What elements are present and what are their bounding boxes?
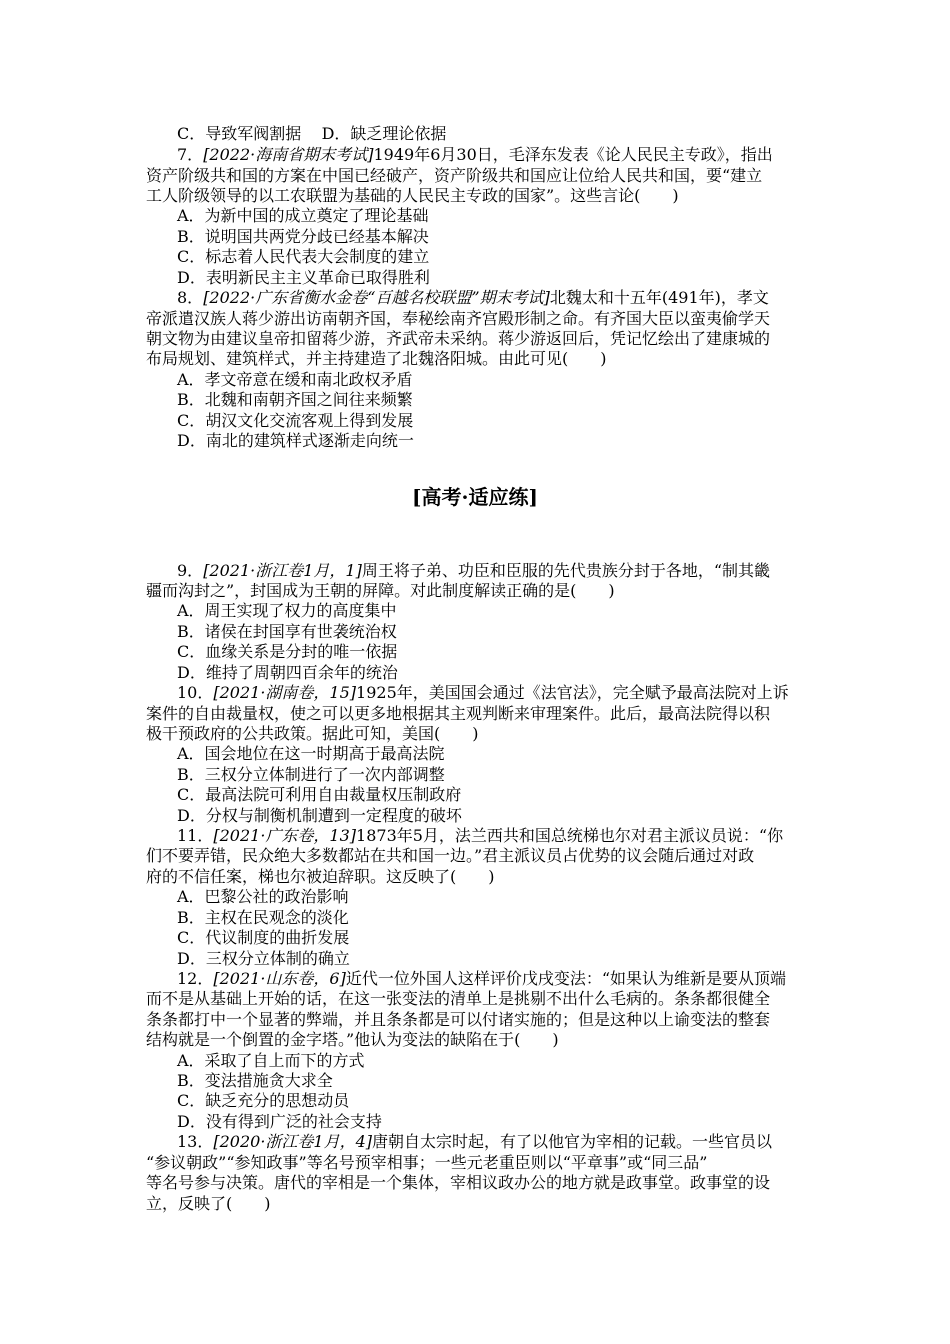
q11-option-a: A．巴黎公社的政治影响 — [177, 887, 349, 906]
q13-source: [2020·浙江卷1月，4] — [213, 1132, 373, 1151]
q7-option-a: A．为新中国的成立奠定了理论基础 — [177, 206, 429, 225]
q7-option-b: B．说明国共两党分歧已经基本解决 — [177, 227, 429, 246]
q10-option-b: B．三权分立体制进行了一次内部调整 — [177, 765, 445, 784]
q9-option-c: C．血缘关系是分封的唯一依据 — [177, 642, 398, 661]
q7-option-d: D．表明新民主主义革命已取得胜利 — [177, 268, 430, 287]
q12-option-d: D．没有得到广泛的社会支持 — [177, 1112, 382, 1131]
q11-number: 11． — [177, 826, 214, 845]
q10-stem-line — [177, 683, 789, 703]
q9-stem-line — [177, 561, 770, 581]
q11-option-d: D．三权分立体制的确立 — [177, 949, 350, 968]
q8-stem-line — [177, 288, 769, 308]
q8-option-c: C．胡汉文化交流客观上得到发展 — [177, 411, 414, 430]
q7-stem-text: 1949年6月30日，毛泽东发表《论人民民主专政》，指出 — [373, 145, 773, 164]
q9-option-b: B．诸侯在封国享有世袭统治权 — [177, 622, 397, 641]
q7-source: [2022·海南省期末考试] — [203, 145, 374, 164]
q9-option-a: A．周王实现了权力的高度集中 — [177, 601, 397, 620]
q6-options-cd — [177, 124, 446, 144]
q8-stem-line: 帝派遣汉族人蒋少游出访南朝齐国，奉秘绘南齐宫殿形制之命。有齐国大臣以蛮夷偷学天 — [146, 309, 771, 328]
q10-source: [2021·湖南卷，15] — [213, 683, 357, 702]
q11-option-b: B．主权在民观念的淡化 — [177, 908, 349, 927]
q8-source: [2022·广东省衡水金卷“百越名校联盟”期末考试] — [203, 288, 550, 307]
q13-stem-line: 立，反映了( ) — [146, 1194, 271, 1213]
q10-stem-text: 1925年，美国国会通过《法官法》，完全赋予最高法院对上诉 — [356, 683, 789, 702]
section-heading: [高考·适应练] — [412, 485, 538, 509]
q10-option-a: A．国会地位在这一时期高于最高法院 — [177, 744, 445, 763]
q10-stem-line: 极干预政府的公共政策。据此可知，美国( ) — [146, 724, 479, 743]
q12-option-b: B．变法措施贪大求全 — [177, 1071, 333, 1090]
q7-number: 7． — [177, 145, 204, 164]
q9-stem-text: 周王将子弟、功臣和臣服的先代贵族分封于各地，“制其畿 — [361, 561, 771, 580]
q11-source: [2021·广东卷，13] — [213, 826, 357, 845]
q13-stem-line: 等名号参与决策。唐代的宰相是一个集体，宰相议政办公的地方就是政事堂。政事堂的设 — [146, 1173, 771, 1192]
option-c: C．导致军阀割据 — [177, 124, 302, 143]
q12-stem-line: 结构就是一个倒置的金字塔。”他认为变法的缺陷在于( ) — [146, 1030, 559, 1049]
q13-stem-text: 唐朝自太宗时起，有了以他官为宰相的记载。一些官员以 — [372, 1132, 773, 1151]
q7-stem-line: 资产阶级共和国的方案在中国已经破产，资产阶级共和国应让位给人民共和国，要“建立 — [146, 166, 763, 185]
q9-number: 9． — [177, 561, 204, 580]
q12-stem-text: 近代一位外国人这样评价戊戌变法：“如果认为维新是要从顶端 — [345, 969, 787, 988]
q10-option-c: C．最高法院可利用自由裁量权压制政府 — [177, 785, 462, 804]
q11-option-c: C．代议制度的曲折发展 — [177, 928, 350, 947]
q8-stem-line: 布局规划、建筑样式，并主持建造了北魏洛阳城。由此可见( ) — [146, 349, 607, 368]
q12-number: 12． — [177, 969, 214, 988]
q11-stem-line: 们不要弄错，民众绝大多数都站在共和国一边。”君主派议员占优势的议会随后通过对政 — [146, 846, 755, 865]
q12-stem-line: 条条都打中一个显著的弊端，并且条条都是可以付诸实施的；但是这种以上谕变法的整套 — [146, 1010, 771, 1029]
q7-stem-line — [177, 145, 773, 165]
q12-stem-line — [177, 969, 786, 989]
q10-number: 10． — [177, 683, 214, 702]
q12-option-a: A．采取了自上而下的方式 — [177, 1051, 365, 1070]
q12-option-c: C．缺乏充分的思想动员 — [177, 1091, 350, 1110]
q7-option-c: C．标志着人民代表大会制度的建立 — [177, 247, 430, 266]
q10-option-d: D．分权与制衡机制遭到一定程度的破坏 — [177, 806, 462, 825]
q8-stem-text: 北魏太和十五年(491年)，孝文 — [549, 288, 769, 307]
option-d: D．缺乏理论依据 — [321, 124, 447, 143]
q8-option-a: A．孝文帝意在缓和南北政权矛盾 — [177, 370, 413, 389]
q13-number: 13． — [177, 1132, 214, 1151]
q12-stem-line: 而不是从基础上开始的话，在这一张变法的清单上是挑剔不出什么毛病的。条条都很健全 — [146, 989, 771, 1008]
q11-stem-line: 府的不信任案，梯也尔被迫辞职。这反映了( ) — [146, 867, 495, 886]
q10-stem-line: 案件的自由裁量权，使之可以更多地根据其主观判断来审理案件。此后，最高法院得以积 — [146, 704, 771, 723]
q13-stem-line: “参议朝政”“参知政事”等名号预宰相事；一些元老重臣则以“平章事”或“同三品” — [146, 1153, 708, 1172]
q8-option-b: B．北魏和南朝齐国之间往来频繁 — [177, 390, 413, 409]
q7-stem-line: 工人阶级领导的以工农联盟为基础的人民民主专政的国家”。这些言论( ) — [146, 186, 679, 205]
q9-stem-line: 疆而沟封之”，封国成为王朝的屏障。对此制度解读正确的是( ) — [146, 581, 615, 600]
q9-option-d: D．维持了周朝四百余年的统治 — [177, 663, 398, 682]
q8-stem-line: 朝文物为由建议皇帝扣留蒋少游，齐武帝未采纳。蒋少游返回后，凭记忆绘出了建康城的 — [146, 329, 771, 348]
q11-stem-line — [177, 826, 783, 846]
q12-source: [2021·山东卷，6] — [213, 969, 346, 988]
q8-option-d: D．南北的建筑样式逐渐走向统一 — [177, 431, 414, 450]
q11-stem-text: 1873年5月，法兰西共和国总统梯也尔对君主派议员说：“你 — [356, 826, 784, 845]
q13-stem-line — [177, 1132, 772, 1152]
q8-number: 8． — [177, 288, 204, 307]
q9-source: [2021·浙江卷1月，1] — [203, 561, 362, 580]
